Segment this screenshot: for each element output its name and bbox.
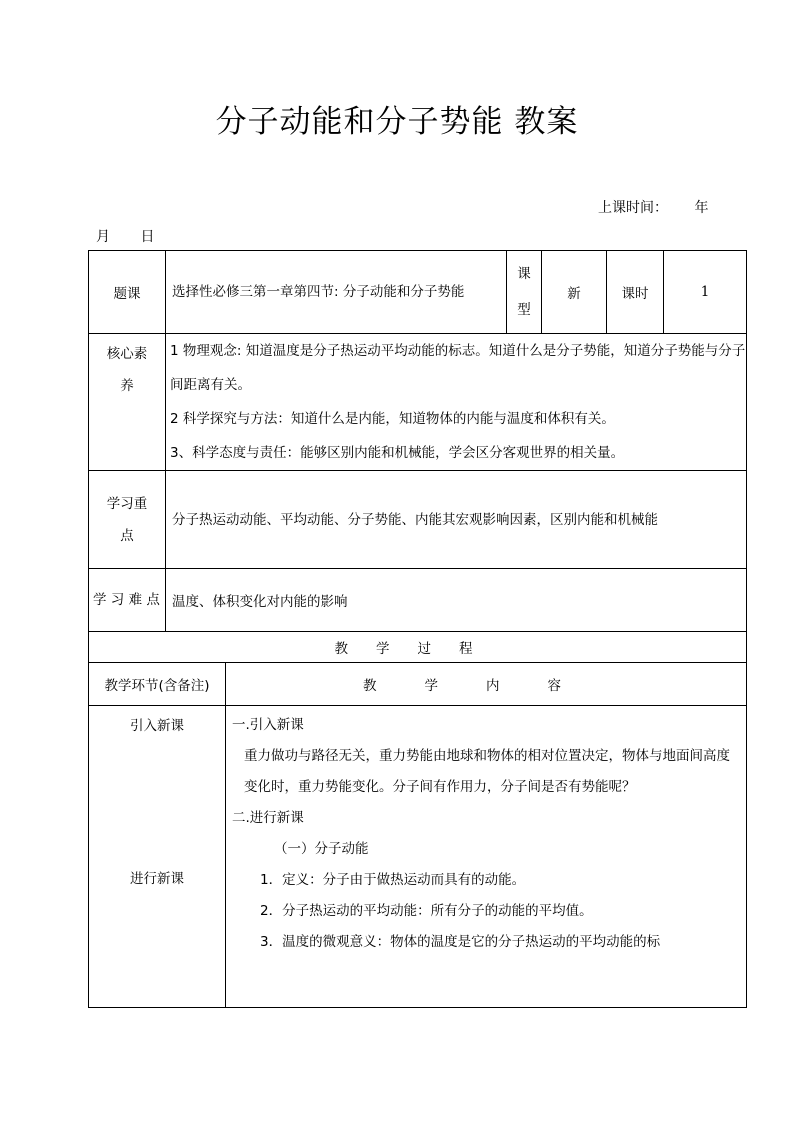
item-average-kinetic: 2．分子热运动的平均动能：所有分子的动能的平均值。 <box>260 903 593 919</box>
column-right-header <box>226 663 747 706</box>
section-labels <box>89 706 226 1008</box>
teaching-content <box>226 706 747 1008</box>
new-heading: 二.进行新课 <box>232 810 304 826</box>
core-line: 2 科学探究与方法：知道什么是内能，知道物体的内能与温度和体积有关。 <box>170 411 615 427</box>
page-title: 分子动能和分子势能 教案 <box>215 104 579 140</box>
lesson-hours-value: 1 <box>664 251 747 334</box>
core-content <box>166 334 747 471</box>
section-label-intro: 引入新课 <box>130 718 184 734</box>
lesson-plan-table <box>88 250 747 1008</box>
columns-row <box>89 663 747 706</box>
core-label: 核心素养 <box>89 334 166 471</box>
sub-heading: （一）分子动能 <box>274 841 369 857</box>
difficult-value: 温度、体积变化对内能的影响 <box>166 569 747 632</box>
key-row <box>89 471 747 569</box>
lesson-type-value: 新 <box>542 251 607 334</box>
class-time <box>598 197 708 217</box>
lesson-hours-label: 课时 <box>607 251 664 334</box>
column-left-header: 教学环节(含备注) <box>89 663 226 706</box>
core-row <box>89 334 747 471</box>
process-header-text: 教学过程 <box>334 641 501 657</box>
column-right-header-text: 教学内容 <box>363 678 609 694</box>
class-date-month: 月 <box>96 229 110 245</box>
core-line: 3、科学态度与责任：能够区别内能和机械能，学会区分客观世界的相关量。 <box>170 445 625 461</box>
difficult-row <box>89 569 747 632</box>
content-row <box>89 706 747 1008</box>
class-date-day: 日 <box>140 229 155 245</box>
topic-label: 题课 <box>89 251 166 334</box>
class-date <box>96 226 154 246</box>
item-temperature: 3．温度的微观意义：物体的温度是它的分子热运动的平均动能的标 <box>260 934 661 950</box>
class-time-label: 上课时间： <box>598 200 668 216</box>
topic-value: 选择性必修三第一章第四节: 分子动能和分子势能 <box>166 251 507 334</box>
item-definition: 1．定义：分子由于做热运动而具有的动能。 <box>260 872 526 888</box>
core-line: 1 物理观念: 知道温度是分子热运动平均动能的标志。知道什么是分子势能，知道分子势能与分子间距离有关。 <box>170 343 746 393</box>
section-label-new: 进行新课 <box>130 871 184 887</box>
process-header-row <box>89 632 747 663</box>
process-header <box>89 632 747 663</box>
key-value: 分子热运动动能、平均动能、分子势能、内能其宏观影响因素，区别内能和机械能 <box>166 471 747 569</box>
difficult-label: 学 习 难 点 <box>89 569 166 632</box>
class-time-year: 年 <box>694 200 709 216</box>
topic-row <box>89 251 747 334</box>
lesson-type-label: 课型 <box>507 251 542 334</box>
intro-heading: 一.引入新课 <box>232 717 304 733</box>
intro-paragraph: 重力做功与路径无关，重力势能由地球和物体的相对位置决定，物体与地面间高度变化时，重力势能变化。分子间有作用力，分子间是否有势能呢？ <box>244 748 730 795</box>
key-label: 学习重点 <box>89 471 166 569</box>
